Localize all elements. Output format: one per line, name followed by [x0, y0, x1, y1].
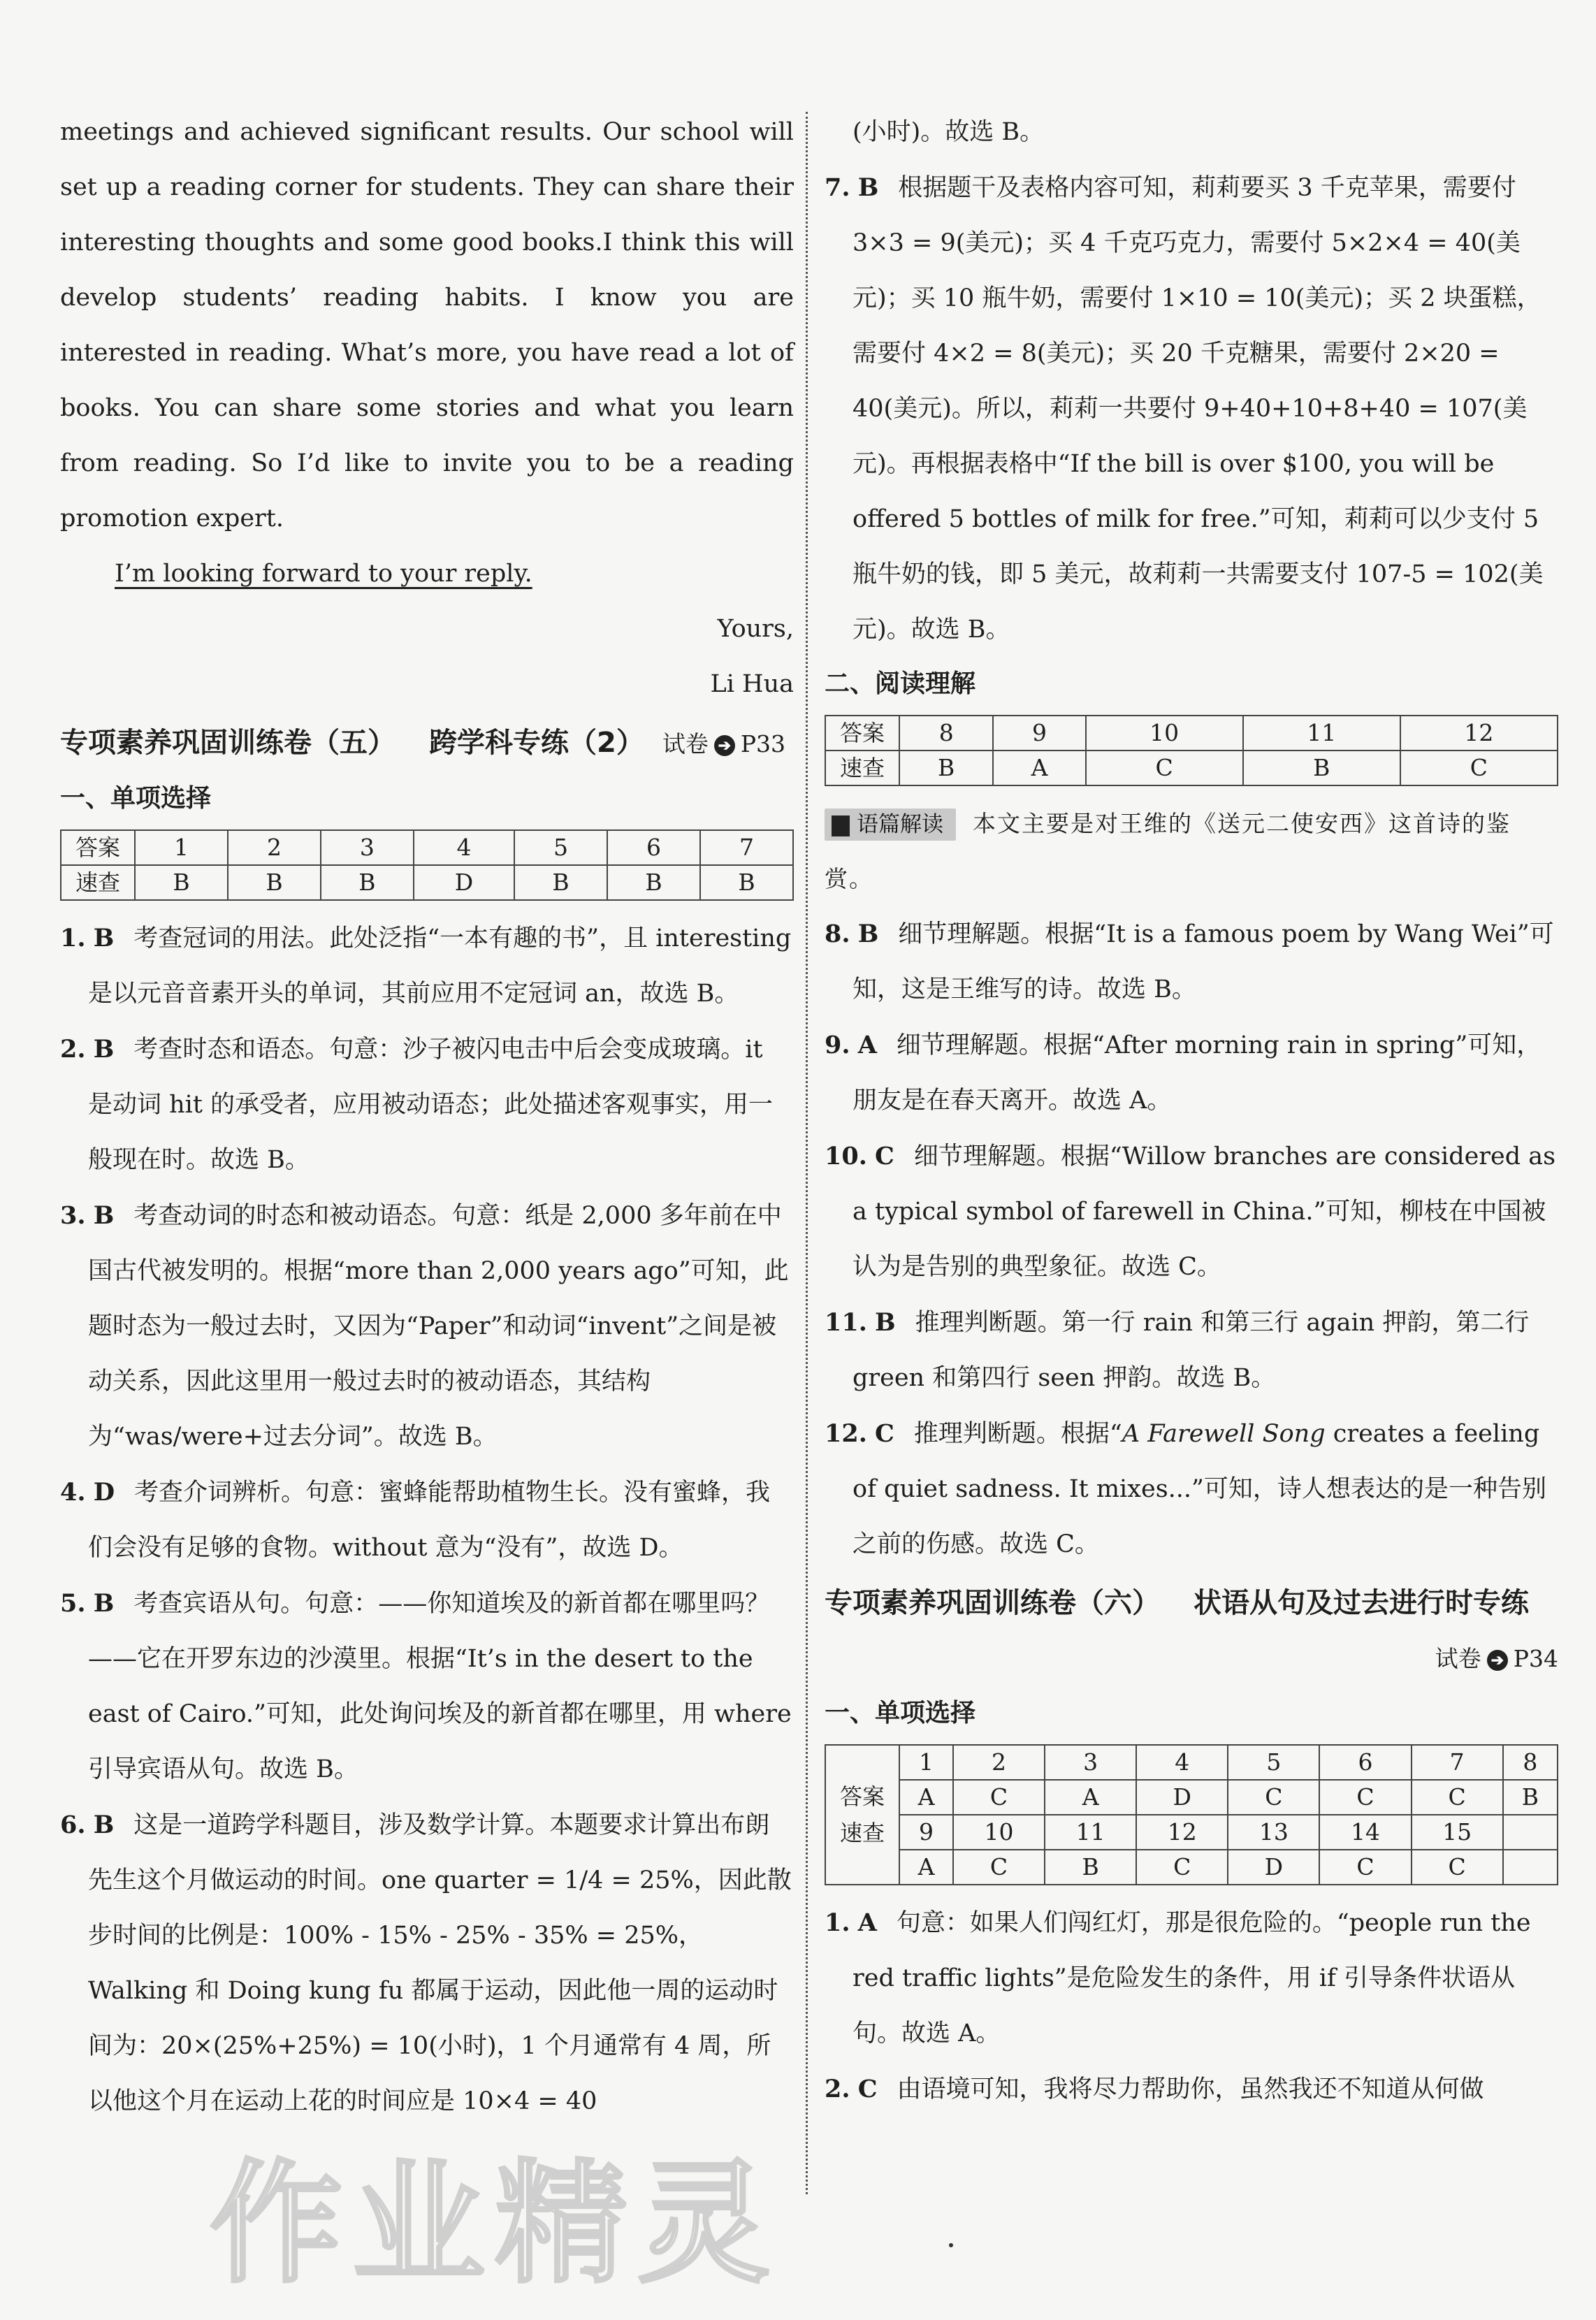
answer-item: 4. D 考查介词辨析。句意：蜜蜂能帮助植物生长。没有蜜蜂，我们会没有足够的食物。without 意为“没有”，故选 D。 [60, 1478, 771, 1562]
answer-table-6: 答案 速查 1 2 3 4 5 6 7 8 A C A D C C C B 9 10 11 12 13 14 15 A C B C D C C [825, 1744, 1558, 1885]
answer-item: 10. C 细节理解题。根据“Willow branches are considered as a typical symbol of farewell in China.”可知，柳枝在中国被认为是告别的典型象征。故选 C。 [825, 1142, 1556, 1281]
answer-item-continued: (小时)。故选 B。 [853, 118, 1045, 146]
answer-table-5: 答案 1 2 3 4 5 6 7 速查 B B B D B B B [60, 829, 794, 901]
section-6-name: 专项素养巩固训练卷（六） [825, 1587, 1160, 1619]
part-1-title-6: 一、单项选择 [825, 1699, 976, 1727]
letter-body: meetings and achieved significant results. Our school will set up a reading corner for students. They can share their interesting thoughts and some good books.I think this will develop students’ reading habits. I know you are interested in reading. What’s more, you have read a lot of books. You can share some stories and what you learn from reading. So I’d like to invite you to be a reading promotion expert. [60, 118, 794, 532]
answer-table-reading: 答案 8 9 10 11 12 速查 B A C B C [825, 715, 1558, 786]
column-divider [806, 112, 808, 2194]
analysis-badge: 语篇解读 [825, 809, 956, 841]
letter-closing: I’m looking forward to your reply. [115, 560, 532, 588]
part-2-title: 二、阅读理解 [825, 669, 976, 698]
answer-item: 2. C 由语境可知，我将尽力帮助你，虽然我还不知道从何做 [825, 2075, 1484, 2103]
section-5-title [60, 715, 794, 772]
answer-item: 1. B 考查冠词的用法。此处泛指“一本有趣的书”，且 interesting 是以元音音素开头的单词，其前应用不定冠词 an，故选 B。 [60, 924, 792, 1008]
section-6-page-ref: 试卷 ➔ P34 [1435, 1645, 1558, 1672]
answer-item: 12. C 推理判断题。根据“A Farewell Song creates a feeling of quiet sadness. It mixes...”可知，诗人想表达的是一种告别之前的伤感。故选 C。 [825, 1419, 1546, 1558]
answer-item: 5. B 考查宾语从句。句意：——你知道埃及的新首都在哪里吗？——它在开罗东边的沙漠里。根据“It’s in the desert to the east of Cairo.”可知，此处询问埃及的新首都在哪里，用 where 引导宾语从句。故选 B。 [60, 1589, 792, 1783]
answer-item: 6. B 这是一道跨学科题目，涉及数学计算。本题要求计算出布朗先生这个月做运动的时间。one quarter = 1/4 = 25%，因此散步时间的比例是：100% - 15% - 25% - 35% = 25%，Walking 和 Doing kung fu 都属于运动，因此他一周的运动时间为：20×(25%+25%) = 10(小时)，1 个月通常有 4 周，所以他这个月在运动上花的时间应是 10×4 = 40 [60, 1811, 792, 2115]
watermark: 作业精灵 [210, 2147, 781, 2301]
section-5-subtitle: 跨学科专练（2） [429, 727, 644, 759]
answer-item: 7. B 根据题干及表格内容可知，莉莉要买 3 千克苹果，需要付 3×3 = 9(美元)；买 4 千克巧克力，需要付 5×2×4 = 40(美元)；买 10 瓶牛奶，需要付 1×10 = 10(美元)；买 2 块蛋糕，需要付 4×2 = 8(美元)；买 20 千克糖果，需要付 2×20 = 40(美元)。所以，莉莉一共要付 9+40+10+8+40 = 107(美元)。再根据表格中“If the bill is over $100, you will be offered 5 bottles of milk for free.”可知，莉莉可以少支付 5 瓶牛奶的钱，即 5 美元，故莉莉一共需要支付 107-5 = 102(美元)。故选 B。 [825, 173, 1544, 644]
answer-item: 11. B 推理判断题。第一行 rain 和第三行 again 押韵，第二行 green 和第四行 seen 押韵。故选 B。 [825, 1308, 1530, 1392]
answer-item: 8. B 细节理解题。根据“It is a famous poem by Wang Wei”可知，这是王维写的诗。故选 B。 [825, 920, 1554, 1003]
answer-item: 3. B 考查动词的时态和被动语态。句意：纸是 2,000 多年前在中国古代被发明的。根据“more than 2,000 years ago”可知，此题时态为一般过去时，又因为“Paper”和动词“invent”之间是被动关系，因此这里用一般过去时的被动语态，其结构为“was/were+过去分词”。故选 B。 [60, 1201, 789, 1451]
letter-sign-name: Li Hua [710, 670, 794, 698]
answer-item: 1. A 句意：如果人们闯红灯，那是很危险的。“people run the red traffic lights”是危险发生的条件，用 if 引导条件状语从句。故选 A。 [825, 1908, 1531, 2047]
arrow-right-icon: ➔ [1487, 1650, 1508, 1671]
answer-item: 2. B 考查时态和语态。句意：沙子被闪电击中后会变成玻璃。it 是动词 hit 的承受者，应用被动语态；此处描述客观事实，用一般现在时。故选 B。 [60, 1035, 774, 1174]
letter-sign-yours: Yours, [717, 615, 794, 643]
left-column [60, 105, 794, 2129]
section-5-page-ref: 试卷 ➔ P33 [662, 730, 786, 757]
page-dot [949, 2243, 953, 2247]
arrow-right-icon: ➔ [714, 735, 735, 756]
section-6-subtitle: 状语从句及过去进行时专练 [1194, 1587, 1529, 1619]
right-column [825, 105, 1558, 2117]
answer-item: 9. A 细节理解题。根据“After morning rain in spring”可知，朋友是在春天离开。故选 A。 [825, 1031, 1541, 1115]
part-1-title: 一、单项选择 [60, 784, 212, 813]
book-icon [832, 815, 850, 836]
section-6-title [825, 1575, 1558, 1687]
section-5-name: 专项素养巩固训练卷（五） [60, 727, 396, 759]
passage-analysis: 语篇解读 本文主要是对王维的《送元二使安西》这首诗的鉴赏。 [825, 810, 1511, 892]
